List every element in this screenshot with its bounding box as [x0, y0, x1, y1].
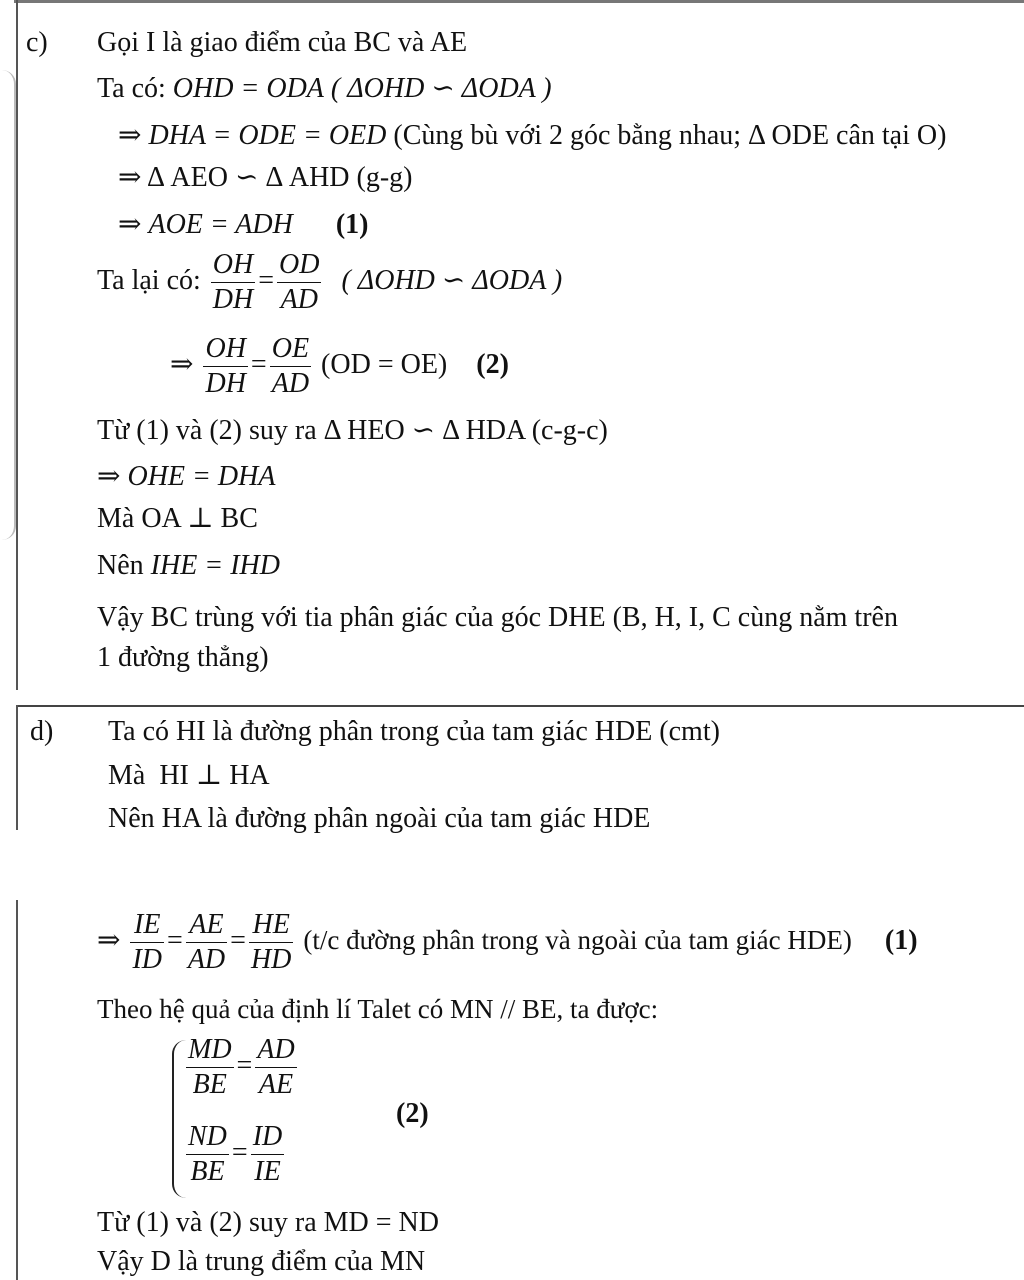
section-d-label: d) — [30, 716, 54, 747]
fraction-ad-ae: $\frac{AD}{AE}$ — [257, 1034, 295, 1100]
fraction-ie-id: $\frac{IE}{ID}$ — [132, 909, 163, 975]
d-line-7: Vậy D là trung điểm của MN — [97, 1246, 426, 1277]
top-border — [14, 0, 1024, 3]
d-line-5: Theo hệ quả của định lí Talet có MN // BE, ta được: — [97, 994, 659, 1024]
d-line-2: Mà HI ⊥ HA — [108, 760, 270, 791]
implies-symbol: ⇒ — [118, 120, 142, 151]
c-l11-prefix: Nên — [97, 550, 144, 581]
c-line-2 — [97, 72, 552, 106]
d-line-1: Ta có HI là đường phân trong của tam giác HDE (cmt) — [108, 716, 720, 747]
left-border-d2 — [16, 900, 18, 1280]
c-l7-tag: (2) — [476, 348, 509, 380]
system-row-2: $\frac{ND}{BE}$ = $\frac{ID}{IE}$ — [188, 1121, 283, 1187]
c-l5-tag: (1) — [335, 209, 369, 240]
fraction-ae-ad: $\frac{AE}{AD}$ — [187, 909, 226, 975]
d-l4-tag: (1) — [884, 924, 918, 956]
c-l11-eq: IHE = IHD — [150, 550, 280, 581]
fraction-id-ie: $\frac{ID}{IE}$ — [252, 1121, 283, 1187]
d-line-3: Nên HA là đường phân ngoài của tam giác HDE — [108, 803, 651, 834]
implies-symbol: ⇒ — [97, 924, 121, 956]
fraction-od-ad: $\frac{OD}{AD}$ — [279, 249, 320, 315]
c-l2-prefix: Ta có: — [97, 73, 166, 104]
c-line-11 — [97, 549, 280, 583]
c-line-10: Mà OA ⊥ BC — [97, 503, 258, 534]
c-line-8: Từ (1) và (2) suy ra Δ HEO ∽ Δ HDA (c-g-c) — [97, 415, 608, 446]
implies-symbol: ⇒ — [97, 461, 121, 492]
c-line-12: Vậy BC trùng với tia phân giác của góc DHE (B, H, I, C cùng nằm trên — [97, 602, 898, 633]
c-l4-text: Δ AEO ∽ Δ AHD (g-g) — [146, 162, 413, 193]
c-l7-note: (OD = OE) — [321, 348, 448, 380]
d-line-6: Từ (1) và (2) suy ra MD = ND — [97, 1207, 440, 1238]
c-l6-prefix: Ta lại có: — [97, 264, 201, 296]
fraction-md-be: $\frac{MD}{BE}$ — [188, 1034, 232, 1100]
fraction-oh-dh: $\frac{OH}{DH}$ — [212, 249, 254, 315]
fraction-he-hd: $\frac{HE}{HD}$ — [250, 909, 292, 975]
fraction-nd-be: $\frac{ND}{BE}$ — [188, 1121, 227, 1187]
c-line-6: Ta lại có: $\frac{OH}{DH}$ = $\frac{OD}{AD}$ ( ΔOHD ∽ ΔODA ) — [97, 249, 563, 315]
divider-d — [16, 705, 1024, 707]
d-line-4: ⇒ $\frac{IE}{ID}$ = $\frac{AE}{AD}$ = $\frac{HE}{HD}$ (t/c đường phân trong và ngoài của tam giác HDE) (1) — [97, 909, 918, 975]
left-curve — [0, 70, 16, 540]
fraction-oh-dh-2: $\frac{OH}{DH}$ — [205, 333, 246, 399]
section-c-label: c) — [26, 27, 48, 58]
c-l5-eq: AOE = ADH — [148, 209, 293, 240]
c-line-7: ⇒ $\frac{OH}{DH}$ = $\frac{OE}{AD}$ (OD = OE) (2) — [170, 333, 509, 399]
c-line-9 — [97, 460, 275, 494]
c-l6-paren: ( ΔOHD ∽ ΔODA ) — [341, 264, 563, 296]
fraction-oe-ad: $\frac{OE}{AD}$ — [271, 333, 310, 399]
c-line-3 — [118, 119, 946, 153]
system-tag: (2) — [396, 1098, 429, 1129]
c-l3-note: (Cùng bù với 2 góc bằng nhau; Δ ODE cân tại O) — [393, 120, 947, 151]
c-l2-eq: OHD = ODA — [172, 73, 324, 104]
c-l2-paren: ( ΔOHD ∽ ΔODA ) — [330, 73, 552, 104]
implies-symbol: ⇒ — [170, 348, 194, 380]
implies-symbol: ⇒ — [118, 162, 142, 193]
c-line-5 — [118, 208, 369, 242]
system-row-1: $\frac{MD}{BE}$ = $\frac{AD}{AE}$ — [188, 1034, 295, 1100]
d-l4-note: (t/c đường phân trong và ngoài của tam giác HDE) — [303, 924, 852, 955]
left-border-d — [16, 705, 18, 830]
left-border-c — [16, 0, 18, 690]
c-l9-eq: OHE = DHA — [127, 461, 276, 492]
implies-symbol: ⇒ — [118, 209, 142, 240]
c-line-13: 1 đường thẳng) — [97, 642, 269, 673]
c-line-4 — [118, 161, 413, 195]
c-l3-eq: DHA = ODE = OED — [148, 120, 387, 151]
c-line-1: Gọi I là giao điểm của BC và AE — [97, 27, 468, 58]
